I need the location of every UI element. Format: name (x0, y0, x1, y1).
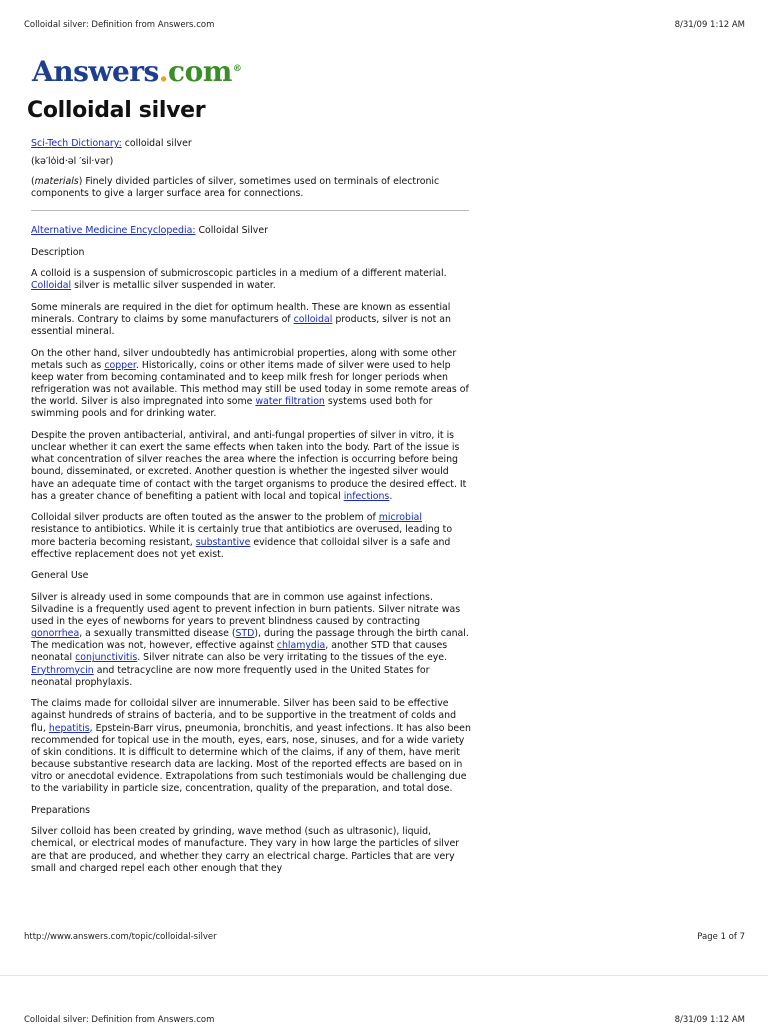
footer-page-number: Page 1 of 7 (697, 932, 745, 942)
paragraph-5 (31, 512, 471, 560)
link-chlamydia[interactable]: chlamydia (276, 640, 326, 652)
p2-text-b: products, silver is not an essential mineral. (31, 314, 451, 338)
p1-text-a: A colloid is a suspension of submicroscopic particles in a medium of a different material. (31, 268, 447, 280)
print-header-datetime: 8/31/09 1:12 AM (674, 20, 745, 30)
link-colloidal[interactable]: Colloidal (31, 280, 72, 292)
link-erythromycin[interactable]: Erythromycin (31, 664, 94, 676)
p6-text-f: and tetracycline are now more frequently used in the United States for neonatal prophylaxis. (31, 664, 430, 688)
paragraph-3 (31, 348, 471, 421)
general-use-heading: General Use (31, 570, 89, 582)
logo-com: com (168, 55, 232, 88)
altmed-source-link[interactable]: Alternative Medicine Encyclopedia: (31, 224, 196, 236)
paragraph-1 (31, 268, 471, 292)
next-page-header (0, 1015, 768, 1027)
p6-text-e: . Silver nitrate can also be very irritating to the tissues of the eye. (137, 652, 448, 664)
p3-text-a: On the other hand, silver undoubtedly has antimicrobial properties, along with some other metals such as (31, 348, 457, 372)
p4-text-b: . (389, 490, 393, 502)
p5-text-a: Colloidal silver products are often touted as the answer to the problem of (31, 512, 379, 524)
scitech-term: colloidal silver (121, 138, 192, 149)
footer-url: http://www.answers.com/topic/colloidal-silver (24, 932, 217, 942)
scitech-definition: (materials) Finely divided particles of silver, sometimes used on terminals of electronic components to give a larger surface area for connections. (31, 176, 440, 200)
p6-text-b: , a sexually transmitted disease ( (79, 628, 236, 640)
p4-text-a: Despite the proven antibacterial, antiviral, and anti-fungal properties of silver in vitro, it is unclear whether it can exert the same effects when taken into the body. Part of the issue is what concentration of silver reaches the area where the infection is occurring before being bound, disseminated, or excreted. Another question is whether the ingested silver would have an adequate time of contact with the target organisms to produce the desired effect. It has a greater chance of benefiting a patient with local and topical (31, 430, 467, 502)
definition-category: materials (34, 176, 79, 188)
link-conjunctivitis[interactable]: conjunctivitis (75, 652, 138, 664)
logo-answers: Answers (32, 55, 159, 88)
p6-text-d: , another STD that causes neonatal (31, 640, 448, 664)
p3-text-b: . Historically, coins or other items made of silver were used to help keep water from becoming contaminated and to keep milk fresh for longer periods when refrigeration was not available. This method may still be used today in some remote areas of the world. Silver is also impregnated into some (31, 360, 469, 408)
link-substantive[interactable]: substantive (195, 536, 251, 548)
link-water-filtration[interactable]: water filtration (255, 396, 325, 408)
altmed-entry (31, 225, 471, 237)
logo-dot: . (158, 55, 169, 88)
link-hepatitis[interactable]: hepatitis (48, 722, 90, 734)
article-content (31, 138, 471, 918)
print-header-title: Colloidal silver: Definition from Answers.com (24, 20, 215, 30)
paragraph-6 (31, 592, 471, 689)
altmed-term: Colloidal Silver (195, 224, 268, 236)
p6-text-a: Silver is already used in some compounds that are in common use against infections. Silvadine is a frequently used agent to prevent infection in burn patients. Silver nitrate was used in the eyes of newborns for years to prevent blindness caused by contracting (31, 591, 461, 628)
definition-text: ) Finely divided particles of silver, sometimes used on terminals of electronic components to give a larger surface area for connections. (31, 176, 440, 200)
p6-text-c: ), during the passage through the birth canal. The medication was not, however, effective against (31, 628, 469, 652)
paragraph-2 (31, 302, 471, 338)
next-header-datetime: 8/31/09 1:12 AM (674, 1015, 745, 1025)
p5-text-b: resistance to antibiotics. While it is certainly true that antibiotics are overused, leading to more bacteria becoming resistant, (31, 524, 453, 548)
p3-text-c: systems used both for swimming pools and for drinking water. (31, 396, 433, 420)
link-std[interactable]: STD (235, 628, 255, 640)
page-break-divider (0, 975, 768, 976)
p2-text-a: Some minerals are required in the diet for optimum health. These are known as essential minerals. Contrary to claims by some manufacturers of (31, 302, 451, 326)
link-gonorrhea[interactable]: gonorrhea (31, 628, 80, 640)
description-heading: Description (31, 246, 85, 258)
link-copper[interactable]: copper (104, 360, 136, 372)
page-title: Colloidal silver (27, 98, 206, 123)
p1-text-b: silver is metallic silver suspended in water. (71, 280, 276, 292)
scitech-entry (31, 138, 471, 150)
next-header-title: Colloidal silver: Definition from Answers.com (24, 1015, 215, 1025)
pronunciation: (kə′lȯid·əl ′sil·vər) (31, 156, 114, 168)
preparations-heading: Preparations (31, 804, 91, 816)
paragraph-4 (31, 430, 471, 503)
p5-text-c: evidence that colloidal silver is a safe and effective replacement does not yet exist. (31, 536, 451, 560)
paragraph-8: Silver colloid has been created by grinding, wave method (such as ultrasonic), liquid, chemical, or electrical modes of manufacture. They vary in how large the particles of silver are that are produced, and whether they carry an electrical charge. Particles that are very small and charged repel each other enough that they (31, 826, 460, 874)
answers-logo[interactable] (32, 55, 241, 88)
section-divider (31, 210, 469, 211)
logo-registered-mark: ® (232, 63, 242, 74)
scitech-source-link[interactable]: Sci-Tech Dictionary: (31, 138, 122, 149)
p7-text-a: The claims made for colloidal silver are innumerable. Silver has been said to be effective against hundreds of strains of bacteria, and to be supportive in the treatment of colds and flu, (31, 698, 457, 734)
paragraph-7 (31, 698, 471, 795)
link-infections[interactable]: infections (343, 490, 390, 502)
link-microbial[interactable]: microbial (378, 512, 422, 524)
print-header (0, 20, 768, 34)
link-colloidal-2[interactable]: colloidal (293, 314, 333, 326)
p7-text-b: , Epstein-Barr virus, pneumonia, bronchitis, and yeast infections. It has also been recommended for topical use in the mouth, eyes, ears, nose, sinuses, and for a wide variety of skin conditions. It is difficult to determine which of the claims, if any of them, have merit because substantive research data are lacking. Most of the reported effects are based on in vitro or anecdotal evidence. Extrapolations from such testimonials would be challenging due to the variability in particle size, concentration, quality of the preparation, and total dose. (31, 722, 471, 794)
